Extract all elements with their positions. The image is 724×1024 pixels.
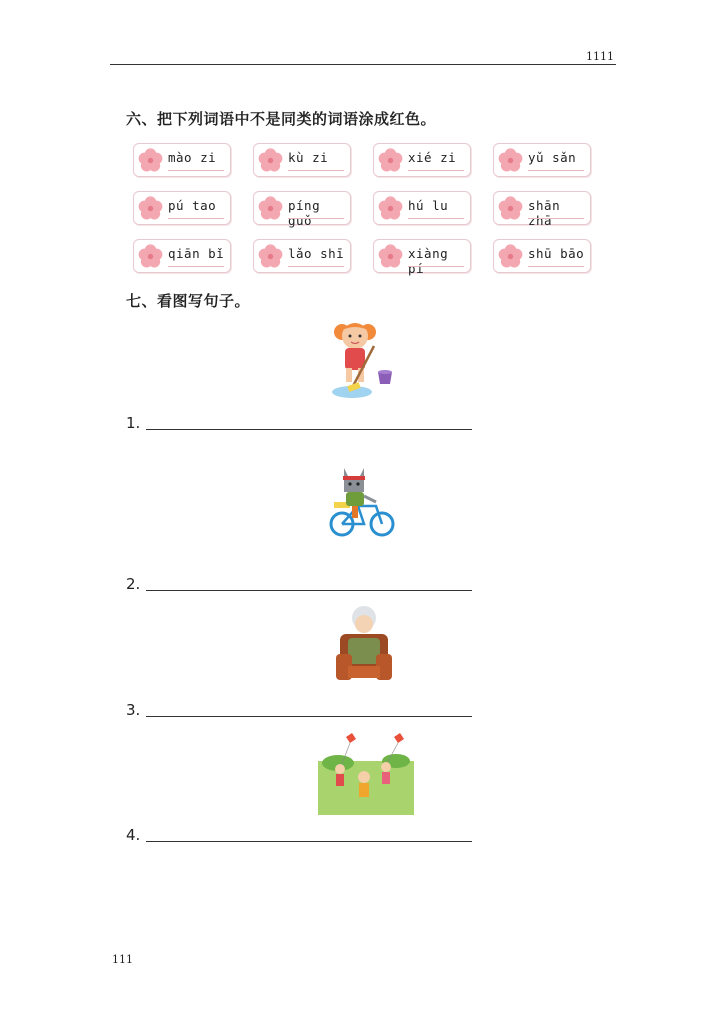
writing-line	[288, 266, 344, 267]
pinyin-word: shū bāo	[528, 246, 585, 261]
flower-icon	[497, 147, 524, 174]
pinyin-word: xié zi	[408, 150, 457, 165]
writing-line	[408, 170, 464, 171]
pinyin-word: xiàng pí	[408, 246, 449, 276]
flower-icon	[497, 195, 524, 222]
pinyin-word: yǔ sǎn	[528, 150, 577, 165]
word-tile[interactable]	[253, 191, 351, 228]
question-number: 1.	[126, 414, 141, 432]
word-tile[interactable]	[133, 239, 231, 273]
section7-title: 七、看图写句子。	[126, 292, 251, 310]
word-tile[interactable]	[493, 239, 591, 273]
writing-line	[146, 716, 472, 717]
word-tile[interactable]	[373, 143, 471, 177]
writing-line	[146, 429, 472, 430]
writing-line	[528, 218, 584, 219]
word-tile[interactable]	[133, 191, 231, 225]
writing-line	[528, 170, 584, 171]
header-page-number: 1111	[586, 50, 614, 63]
flower-icon	[257, 195, 284, 222]
grandma-armchair-picture	[334, 604, 394, 688]
question-number: 4.	[126, 826, 141, 844]
word-tile[interactable]	[493, 143, 591, 177]
word-tile[interactable]	[253, 143, 351, 177]
flower-icon	[137, 243, 164, 270]
flower-icon	[377, 195, 404, 222]
writing-line	[528, 266, 584, 267]
writing-line	[146, 841, 472, 842]
word-tile[interactable]	[253, 239, 351, 273]
flower-icon	[137, 195, 164, 222]
flower-icon	[377, 147, 404, 174]
flower-icon	[497, 243, 524, 270]
answer-line-2[interactable]	[126, 575, 146, 593]
pinyin-word: kù zi	[288, 150, 329, 165]
cat-bicycle-picture	[326, 462, 398, 542]
pinyin-word: qiān bǐ	[168, 246, 225, 261]
word-tile[interactable]	[373, 191, 471, 225]
word-tile-grid	[133, 143, 593, 276]
writing-line	[168, 218, 224, 219]
footer-page-number: 111	[112, 953, 133, 966]
word-tile[interactable]	[373, 239, 471, 276]
question-number: 2.	[126, 575, 141, 593]
question-number: 3.	[126, 701, 141, 719]
answer-line-3[interactable]	[126, 701, 146, 719]
word-tile[interactable]	[133, 143, 231, 177]
kites-picture	[318, 731, 414, 815]
header-rule	[110, 64, 616, 65]
writing-line	[288, 170, 344, 171]
answer-line-1[interactable]	[126, 414, 146, 432]
word-tile[interactable]	[493, 191, 591, 228]
flower-icon	[137, 147, 164, 174]
pinyin-word: mào zi	[168, 150, 217, 165]
writing-line	[168, 170, 224, 171]
pinyin-word: lǎo shī	[288, 246, 345, 261]
flower-icon	[257, 147, 284, 174]
pinyin-word: hú lu	[408, 198, 449, 213]
pinyin-word: píng guǒ	[288, 198, 321, 228]
section6-title: 六、把下列词语中不是同类的词语涂成红色。	[126, 110, 437, 128]
pinyin-word: pú tao	[168, 198, 217, 213]
writing-line	[146, 590, 472, 591]
writing-line	[288, 218, 344, 219]
writing-line	[408, 266, 464, 267]
writing-line	[168, 266, 224, 267]
answer-line-4[interactable]	[126, 826, 146, 844]
writing-line	[408, 218, 464, 219]
pinyin-word: shān zhā	[528, 198, 561, 228]
flower-icon	[257, 243, 284, 270]
girl-mopping-picture	[322, 312, 402, 402]
flower-icon	[377, 243, 404, 270]
